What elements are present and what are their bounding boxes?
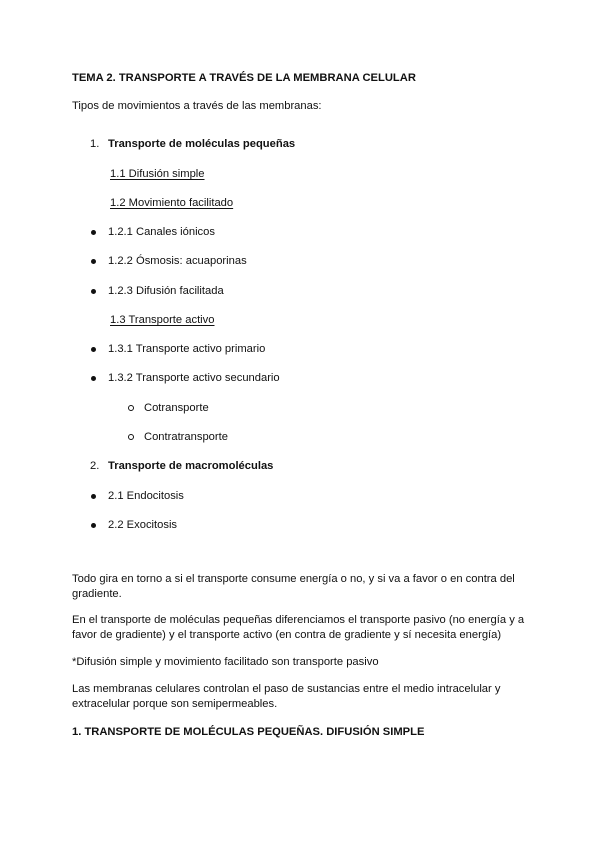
- list-item: 1.2.2 Ósmosis: acuaporinas: [108, 255, 247, 267]
- subsection-1-1: 1.1 Difusión simple: [110, 168, 205, 180]
- bullet-icon: [91, 289, 96, 294]
- bullet-icon: [91, 347, 96, 352]
- list-item: 2.2 Exocitosis: [108, 519, 178, 531]
- bullet-icon: [91, 494, 96, 499]
- page-title: TEMA 2. TRANSPORTE A TRAVÉS DE LA MEMBRANA CELULAR: [72, 72, 416, 84]
- paragraph-line: gradiente.: [72, 588, 122, 600]
- list-item: 1.3.1 Transporte activo primario: [108, 343, 266, 355]
- paragraph-line: extracelular porque son semipermeables.: [72, 698, 278, 710]
- list-number-1: 1.: [90, 138, 100, 150]
- paragraph-line: En el transporte de moléculas pequeñas diferenciamos el transporte pasivo (no energía y a: [72, 614, 525, 626]
- subsection-1-2: 1.2 Movimiento facilitado: [110, 197, 234, 209]
- paragraph-line: favor de gradiente) y el transporte activo (en contra de gradiente y sí necesita energía): [72, 629, 502, 641]
- list-item: 1.2.3 Difusión facilitada: [108, 285, 224, 297]
- list-item: 1.2.1 Canales iónicos: [108, 226, 215, 238]
- list-subitem: Contratransporte: [144, 431, 228, 443]
- list-item: 2.1 Endocitosis: [108, 490, 184, 502]
- hollow-bullet-icon: [128, 405, 134, 411]
- bullet-icon: [91, 376, 96, 381]
- subsection-1-3: 1.3 Transporte activo: [110, 314, 215, 326]
- section-1-heading: Transporte de moléculas pequeñas: [108, 138, 296, 150]
- section-2-heading: Transporte de macromoléculas: [108, 460, 274, 472]
- list-subitem: Cotransporte: [144, 402, 209, 414]
- bullet-icon: [91, 230, 96, 235]
- hollow-bullet-icon: [128, 434, 134, 440]
- paragraph-line: Todo gira en torno a si el transporte consume energía o no, y si va a favor o en contra del: [72, 573, 515, 585]
- list-item: 1.3.2 Transporte activo secundario: [108, 372, 280, 384]
- list-number-2: 2.: [90, 460, 100, 472]
- bullet-icon: [91, 259, 96, 264]
- intro-text: Tipos de movimientos a través de las membranas:: [72, 100, 322, 112]
- section-heading: 1. TRANSPORTE DE MOLÉCULAS PEQUEÑAS. DIFUSIÓN SIMPLE: [72, 726, 425, 738]
- paragraph-line: Las membranas celulares controlan el paso de sustancias entre el medio intracelular y: [72, 683, 501, 695]
- bullet-icon: [91, 523, 96, 528]
- paragraph-note: *Difusión simple y movimiento facilitado son transporte pasivo: [72, 656, 379, 668]
